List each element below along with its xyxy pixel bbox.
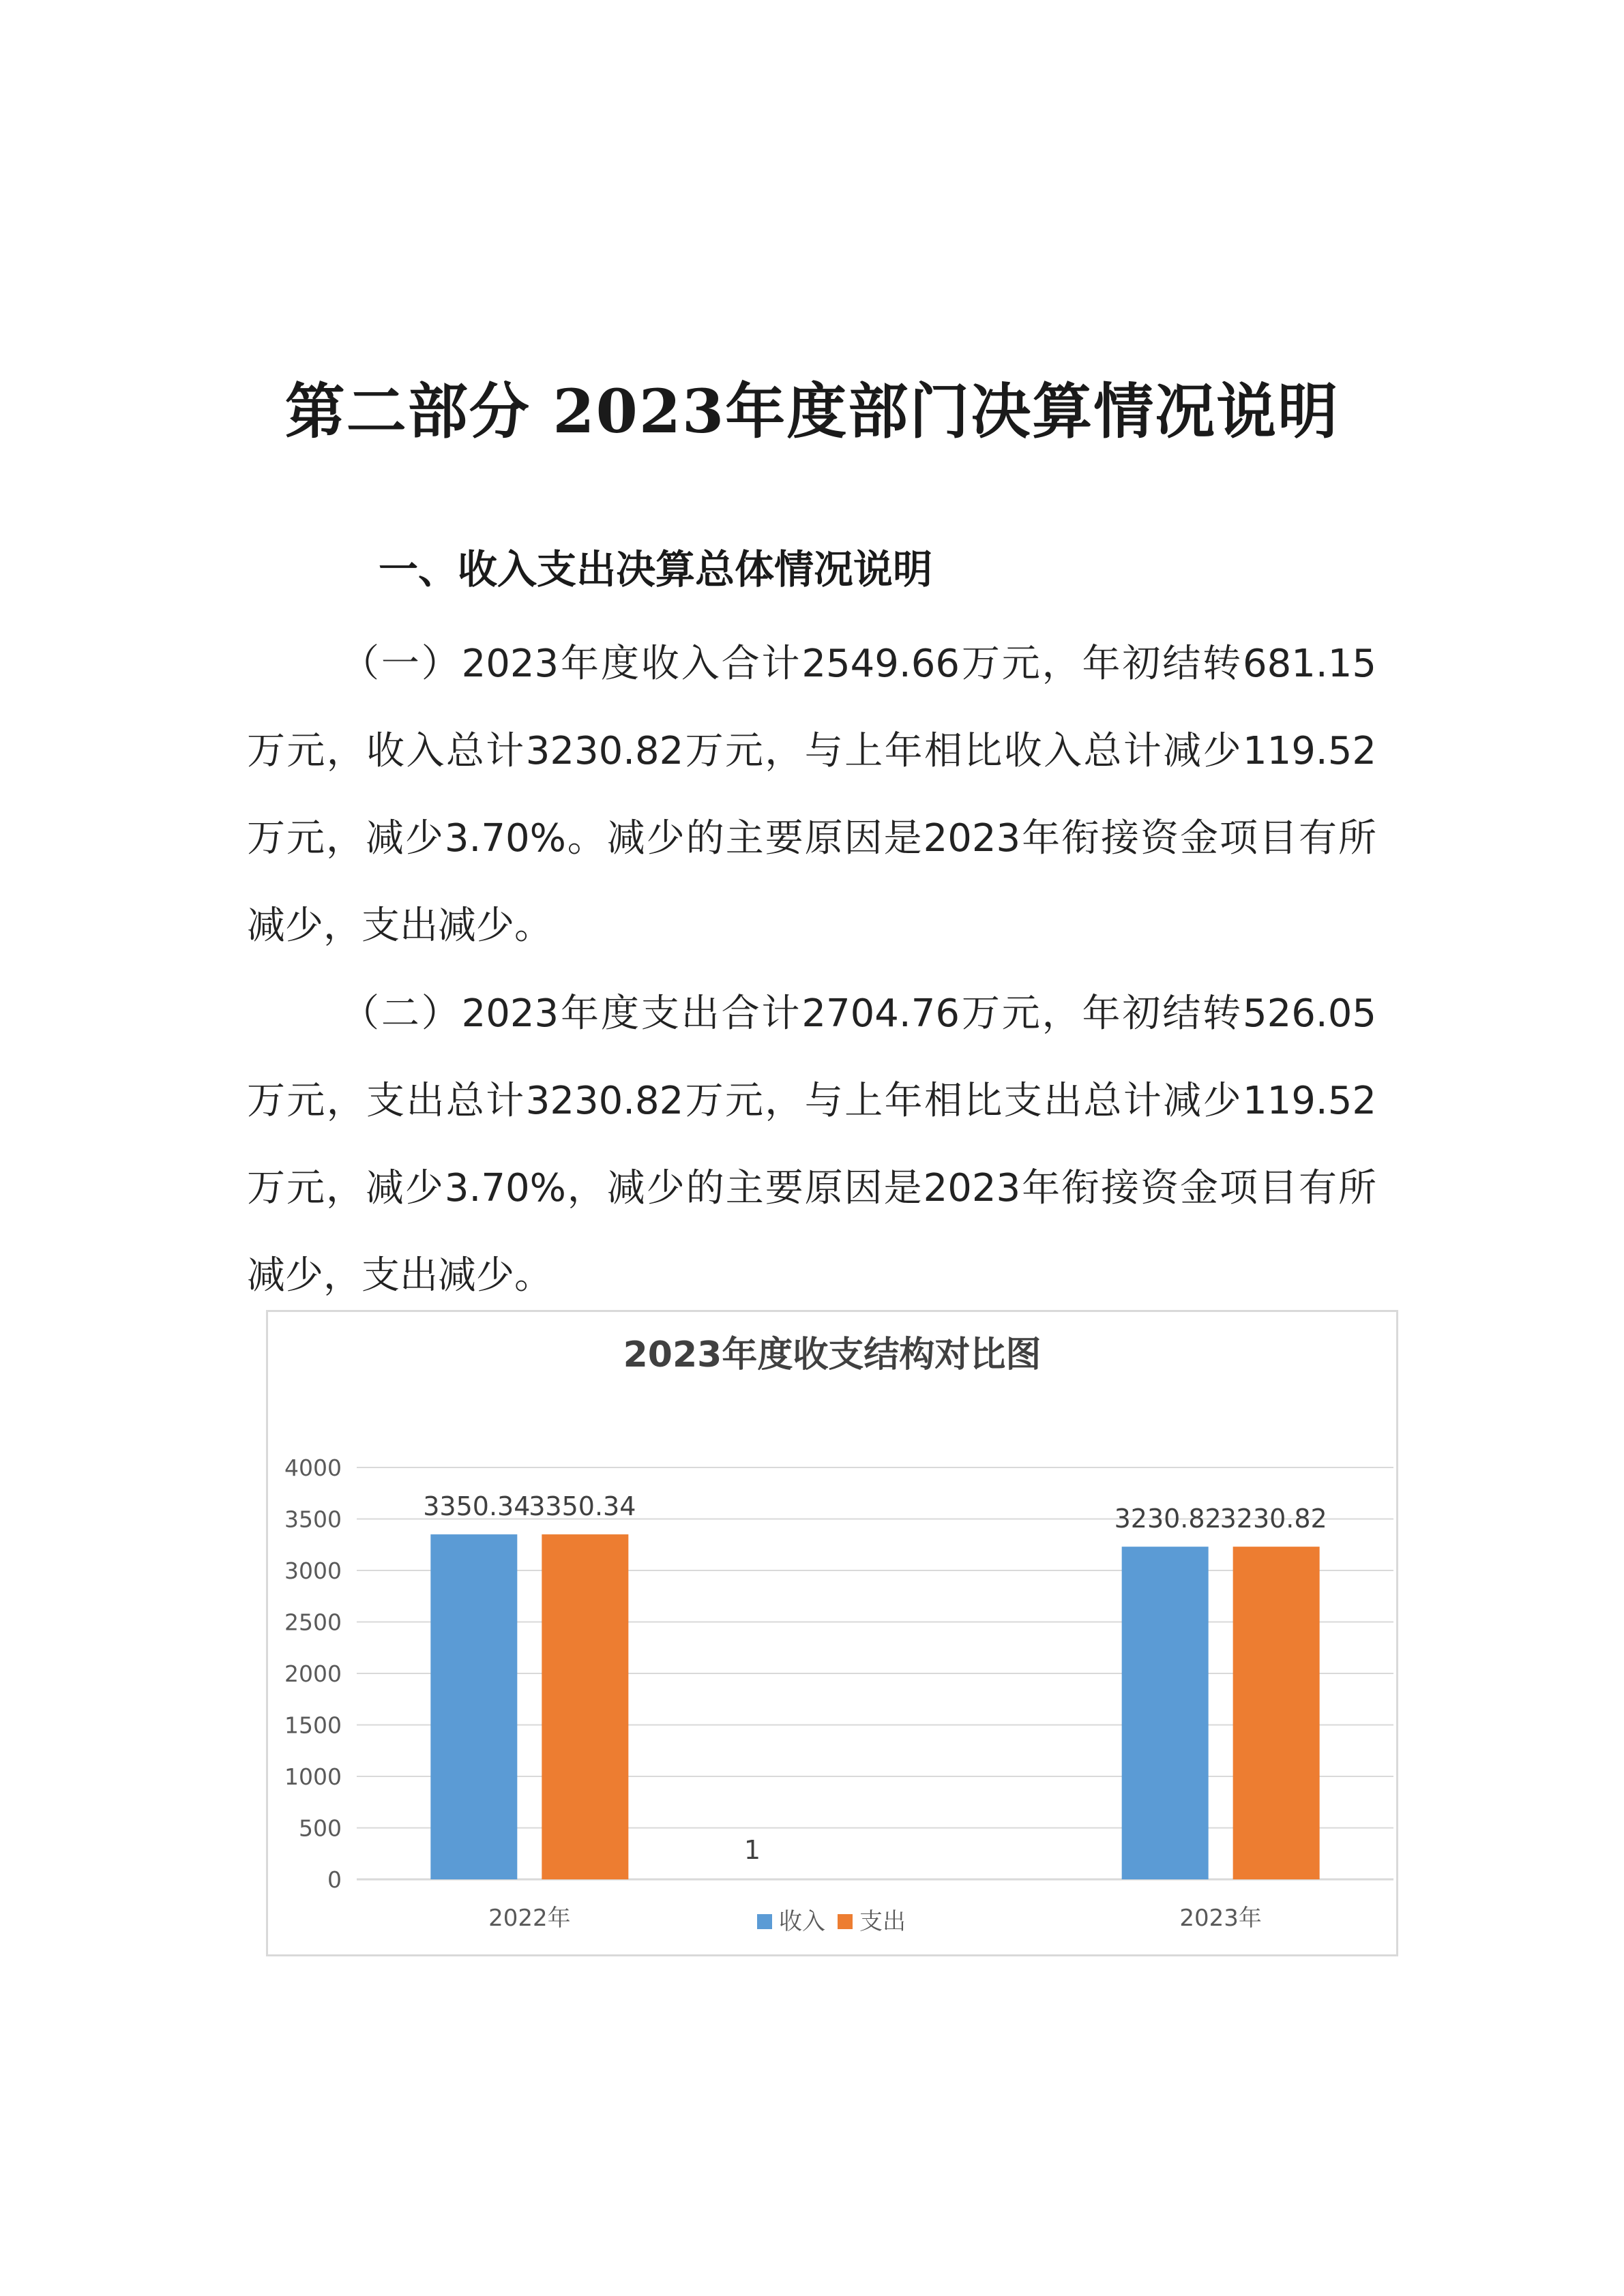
legend-label-income: 收入 bbox=[779, 1908, 825, 1935]
bar-expenditure bbox=[1233, 1547, 1320, 1879]
chart-title: 2023年度收支结构对比图 bbox=[623, 1335, 1042, 1375]
bar-expenditure bbox=[542, 1534, 628, 1879]
data-label: 3350.34 bbox=[423, 1491, 531, 1522]
chart-container bbox=[266, 1310, 1398, 1956]
bar-chart bbox=[268, 1312, 1396, 1954]
y-tick-label: 2000 bbox=[284, 1660, 342, 1687]
legend-label-expenditure: 支出 bbox=[859, 1908, 906, 1935]
bar-income bbox=[430, 1534, 517, 1879]
y-tick-label: 3500 bbox=[284, 1506, 342, 1533]
legend-swatch-expenditure bbox=[838, 1914, 853, 1929]
category-label: 2022年 bbox=[488, 1905, 571, 1932]
data-label: 3230.82 bbox=[1114, 1504, 1222, 1534]
legend-swatch-income bbox=[757, 1914, 772, 1929]
page-title: 第二部分 2023年度部门决算情况说明 bbox=[284, 376, 1340, 447]
category-label: 2023年 bbox=[1179, 1905, 1262, 1932]
data-label: 3230.82 bbox=[1220, 1504, 1327, 1534]
paragraph-income: （一）2023年度收入合计2549.66万元，年初结转681.15万元，收入总计3230.82万元，与上年相比收入总计减少119.52万元，减少3.70%。减少的主要原因是2023年衔接资金项目有所减少，支出减少。 bbox=[247, 642, 1376, 948]
y-tick-label: 2500 bbox=[284, 1609, 342, 1636]
y-tick-label: 0 bbox=[327, 1866, 342, 1893]
paragraph-expenditure: （二）2023年度支出合计2704.76万元，年初结转526.05万元，支出总计3230.82万元，与上年相比支出总计减少119.52万元，减少3.70%，减少的主要原因是2023年衔接资金项目有所减少，支出减少。 bbox=[247, 992, 1376, 1298]
extra-data-label: 1 bbox=[743, 1835, 761, 1865]
y-tick-label: 1500 bbox=[284, 1712, 342, 1739]
y-tick-label: 500 bbox=[299, 1815, 342, 1842]
y-tick-label: 3000 bbox=[284, 1557, 342, 1584]
bar-income bbox=[1122, 1547, 1209, 1879]
y-tick-label: 4000 bbox=[284, 1455, 342, 1481]
y-tick-label: 1000 bbox=[284, 1763, 342, 1790]
data-label: 3350.34 bbox=[529, 1491, 636, 1522]
section-heading: 一、收入支出决算总体情况说明 bbox=[379, 546, 933, 593]
